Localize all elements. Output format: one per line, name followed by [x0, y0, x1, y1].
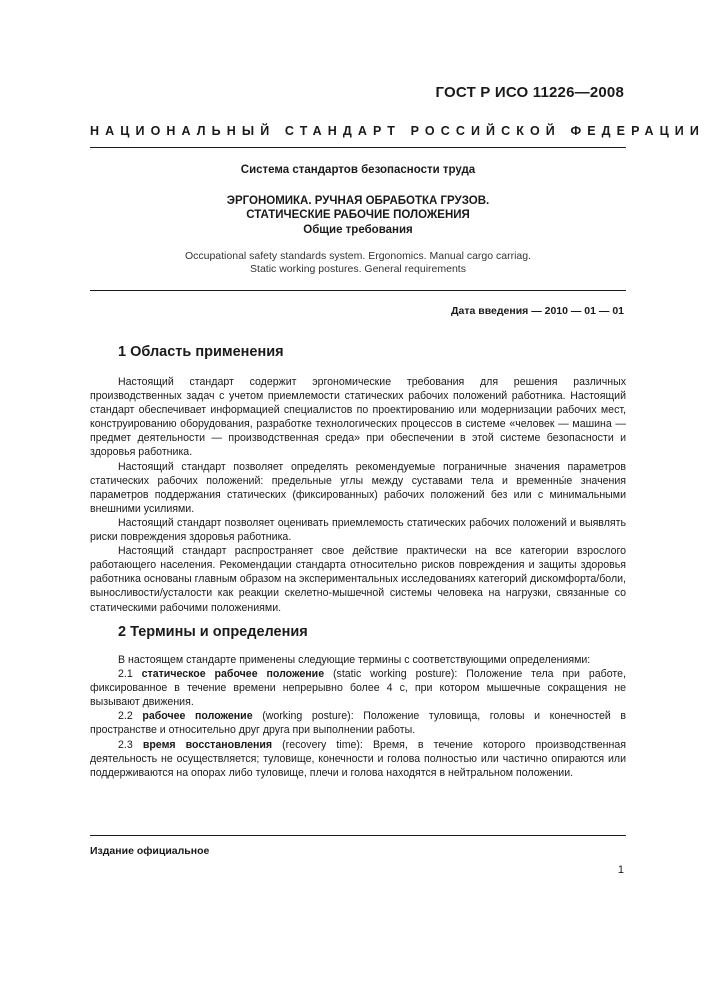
term: статическое рабочее положение	[141, 668, 325, 681]
english-title-line-1: Occupational safety standards system. Ergonomics. Manual cargo carriag.	[184, 250, 532, 262]
term-text: Положение туловища, головы и конечностей в пространстве и относительно друг друга при выполнении работы.	[90, 710, 626, 737]
title-divider	[90, 290, 626, 291]
section-2-body	[90, 653, 626, 780]
section-1-heading: 1 Область применения	[118, 344, 284, 360]
paragraph: В настоящем стандарте применены следующие термины с соответствующими определениями:	[118, 654, 591, 666]
paragraph: Настоящий стандарт позволяет оценивать приемлемость статических рабочих положений и выявлять риски повреждения здоровья работника.	[90, 516, 626, 544]
official-edition-note: Издание официальное	[90, 845, 210, 857]
term-text: Время, в течение которого производственная деятельность не осуществляется; туловище, конечности и голова полностью или частично опираются или поддерживаются на опорах либо туловище, плечи и голова находятся в нейтральном положении.	[90, 738, 626, 779]
term-definition	[90, 738, 626, 780]
document-title	[90, 194, 626, 222]
term-english: (recovery time):	[282, 738, 363, 751]
paragraph: Настоящий стандарт распространяет свое действие практически на все категории взрослого работающего населения. Рекомендации стандарта относительно рисков повреждения и защиты здоровья работника основаны главным образом на экспериментальных исследованиях категорий дискомфорта/боли, выносливости/усталости как реакции скелетно-мышечной системы человека на нагрузки, связанные со статическими рабочими положениями.	[90, 545, 626, 614]
title-line-2: СТАТИЧЕСКИЕ РАБОЧИЕ ПОЛОЖЕНИЯ	[246, 209, 470, 221]
term-english: (working posture):	[262, 710, 354, 723]
term: время восстановления	[142, 738, 273, 751]
title-line-1: ЭРГОНОМИКА. РУЧНАЯ ОБРАБОТКА ГРУЗОВ.	[226, 195, 490, 207]
page-number: 1	[617, 864, 624, 876]
standards-series: Система стандартов безопасности труда	[240, 164, 476, 176]
top-divider	[90, 147, 626, 148]
term-number: 2.2	[118, 710, 133, 723]
paragraph: Настоящий стандарт позволяет определять рекомендуемые пограничные значения параметров статических рабочих положений: предельные углы между суставами тела и временны́е значения параметров поддержания статических (фиксированных) рабочих положений без или с минимальными внешними усилиями.	[90, 460, 626, 515]
footer-divider	[90, 835, 626, 836]
english-title	[90, 250, 626, 276]
term: рабочее положение	[142, 710, 253, 723]
term-text: Положение тела при работе, фиксированное в течение времени непрерывно более 4 с, при котором мышечные сокращения не вызывают движения.	[90, 668, 626, 709]
section-1-body	[90, 375, 626, 615]
document-number: ГОСТ Р ИСО 11226—2008	[435, 84, 624, 101]
term-english: (static working posture):	[333, 668, 458, 681]
english-title-line-2: Static working postures. General requirements	[250, 263, 466, 275]
introduction-date: Дата введения — 2010 — 01 — 01	[451, 305, 624, 317]
term-number: 2.1	[118, 668, 133, 681]
document-subtitle: Общие требования	[303, 224, 413, 236]
section-2-heading: 2 Термины и определения	[118, 624, 308, 640]
term-definition	[90, 667, 626, 709]
paragraph: Настоящий стандарт содержит эргономические требования для решения различных производственных задач с учетом приемлемости статических рабочих положений работника. Настоящий стандарт обеспечивает информацией специалистов по проектированию или модернизации рабочих мест, конструированию оборудования, разработке технологических процессов в системе «человек — машина — предмет деятельности — производственная среда» при обеспечении в этой системе безопасности и здоровья работника.	[90, 376, 626, 459]
standard-type-heading: НАЦИОНАЛЬНЫЙ СТАНДАРТ РОССИЙСКОЙ ФЕДЕРАЦИИ	[90, 124, 705, 138]
term-definition	[90, 709, 626, 737]
term-number: 2.3	[118, 738, 133, 751]
